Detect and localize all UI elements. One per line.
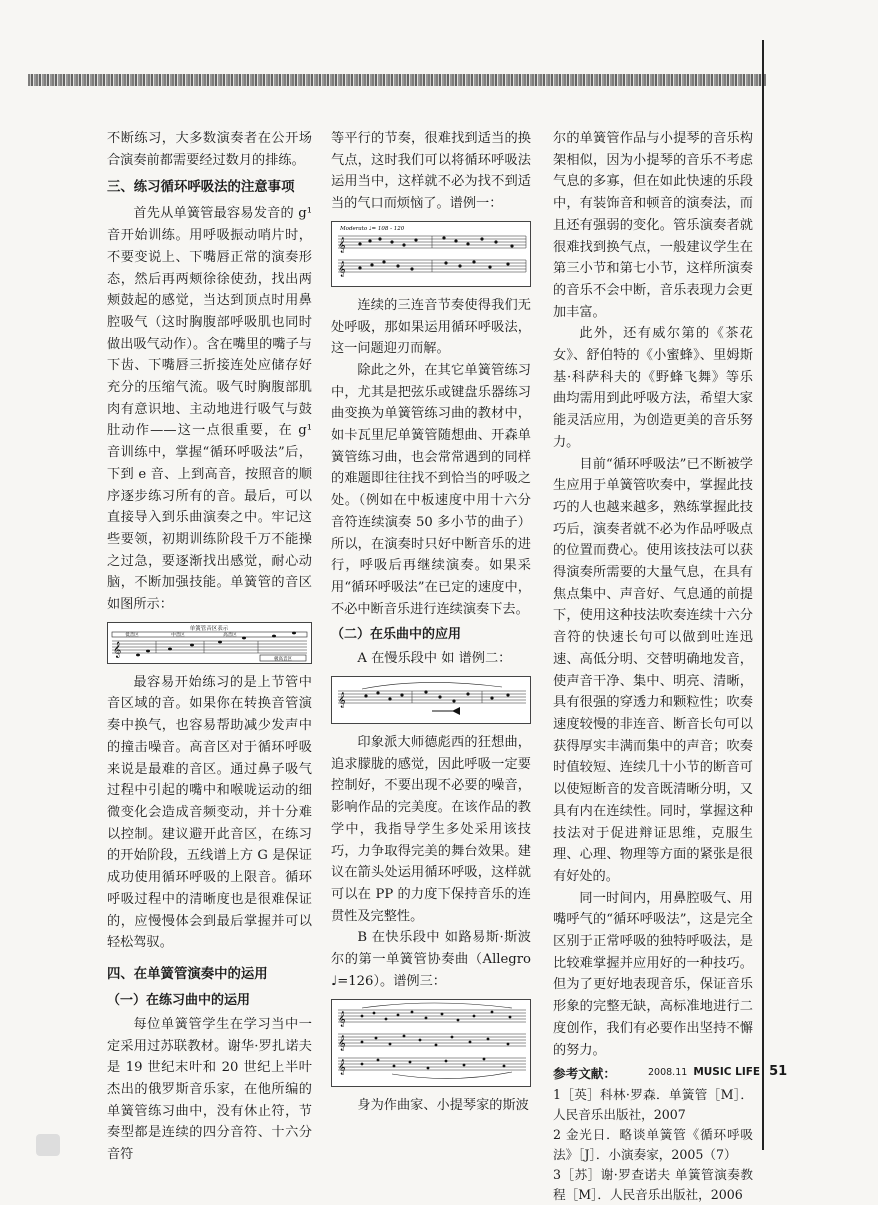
reference-item: 2 金光日．略谈单簧管《循环呼吸法》［J］．小演奏家，2005（7） [553, 1126, 753, 1162]
paragraph: 此外，还有威尔第的《茶花女》、舒伯特的《小蜜蜂》、里姆斯基·科萨科夫的《野蜂飞舞》等乐曲均需用到此呼吸方法，希望大家能灵活应用，为创造更美的音乐努力。 [553, 326, 753, 450]
subsection-heading: （一）在练习曲中的运用 [107, 992, 251, 1008]
section-heading-4: 四、在单簧管演奏中的运用 [107, 966, 268, 982]
svg-text:𝄞: 𝄞 [113, 641, 122, 658]
svg-text:𝄞: 𝄞 [338, 1011, 346, 1027]
column-1 [107, 128, 312, 1166]
right-margin-rule [762, 40, 764, 1150]
paragraph: 除此之外，在其它单簧管练习中，尤其是把弦乐或键盘乐器练习曲变换为单簧管练习曲的教材中，如卡瓦里尼单簧管随想曲、开森单簧管练习曲，也会常常遇到的同样的难题即往往找不到恰当的呼吸之处。（例如在中板速度中用十六分音符连续演奏 50 多小节的曲子）所以，在演奏时只好中断音乐的进行，呼吸后再继续演奏。如果采用“循环呼吸法”在已定的速度中，不必中断音乐进行连续演奏下去。 [331, 362, 531, 617]
paragraph: 同一时间内，用鼻腔吸气、用嘴呼气的“循环呼吸法”，这是完全区别于正常呼吸的独特呼吸法，是比较难掌握并应用好的一种技巧。但为了更好地表现音乐，保证音乐形象的完整无缺，高标准地进行二度创作，我们有必要作出坚持不懈的努力。 [553, 890, 753, 1058]
paragraph: 等平行的节奏，很难找到适当的换气点，这时我们可以将循环呼吸法运用当中，这样就不必为找不到适当的气口而烦恼了。谱例一： [331, 131, 531, 212]
range-label-high: 高音区 [223, 632, 237, 638]
range-label-extreme: 极高音区 [274, 656, 292, 662]
svg-text:𝄞: 𝄞 [338, 237, 346, 253]
section-heading-3: 三、练习循环呼吸法的注意事项 [107, 180, 295, 196]
header-texture-band [28, 74, 766, 86]
page-footer [648, 1064, 787, 1079]
svg-text:𝄞: 𝄞 [338, 1035, 346, 1051]
corner-logo-icon [36, 1134, 60, 1156]
reference-item: 1［英］科林·罗森．单簧管［M］．人民音乐出版社，2007 [553, 1086, 753, 1122]
magazine-name: MUSIC LIFE [693, 1066, 761, 1078]
paragraph: 身为作曲家、小提琴家的斯波 [357, 1097, 529, 1113]
clarinet-range-figure [107, 622, 312, 664]
score-example-1 [331, 221, 531, 287]
range-label-mid: 中音区 [171, 632, 185, 638]
paragraph: 不断练习，大多数演奏者在公开场合演奏前都需要经过数月的排练。 [107, 131, 312, 168]
score-example-2 [331, 676, 531, 724]
paragraph: 首先从单簧管最容易发音的 g¹ 音开始训练。用呼吸振动哨片时，不要变说上、下嘴唇正常的演奏形态，然后再两颊徐徐使劲，找出两颊鼓起的感觉，当达到顶点时用鼻腔吸气（这时胸腹部呼吸肌也同时做出吸气动作）。含在嘴里的嘴子与下齿、下嘴唇三折接连处应储存好充分的压缩气流。吸气时胸腹部肌肉有意识地、主动地进行吸气与鼓肚动作——这一点很重要，在 g¹ 音训练中，掌握“循环呼吸法”后，下到 e 音、上到高音，按照音的顺序逐步练习所有的音。最后，可以直接导入到乐曲演奏之中。牢记这些要领，初期训练阶段千万不能操之过急，要逐渐找出感觉，耐心动脑，不断加强技能。单簧管的音区如图所示： [107, 206, 312, 613]
paragraph: 每位单簧管学生在学习当中一定采用过苏联教材。谢华·罗扎诺夫是 19 世纪末叶和 20 世纪上半叶杰出的俄罗斯音乐家，在他所编的单簧管练习曲中，没有休止符，节奏型都是连续的四分音符、十六分音符 [107, 1016, 312, 1163]
paragraph: 尔的单簧管作品与小提琴的音乐构架相似，因为小提琴的音乐不考虑气息的多寡，但在如此快速的乐段中，有装饰音和顿音的演奏法，而且还有强弱的变化。管乐演奏者就很难找到换气点，一般建议学生在第三小节和第七小节，这样所演奏的音乐不会中断，音乐表现力会更加丰富。 [553, 131, 753, 320]
range-figure-title: 单簧管音区表示 [189, 625, 229, 632]
paragraph: A 在慢乐段中 如 谱例二： [357, 651, 512, 667]
svg-text:𝄞: 𝄞 [338, 261, 346, 277]
page-number: 51 [769, 1064, 788, 1079]
subsection-heading: （二）在乐曲中的应用 [331, 627, 462, 643]
column-3 [553, 128, 753, 1205]
references-title: 参考文献： [553, 1066, 616, 1082]
svg-text:𝄞: 𝄞 [338, 693, 346, 709]
paragraph: B 在快乐段中 如路易斯·斯波尔的第一单簧管协奏曲（Allegro ♩=126）。谱例三： [331, 930, 531, 989]
column-2 [331, 128, 531, 1116]
paragraph: 最容易开始练习的是上节管中音区域的音。如果你在转换音管演奏中换气，也容易帮助减少发声中的撞击噪音。高音区对于循环呼吸来说是最难的音区。通过鼻子吸气过程中引起的嘴中和喉咙运动的细微变化会造成音频变动，并十分难以控制。建议避开此音区，在练习的开始阶段，五线谱上方 G 是保证成功使用循环呼吸的上限音。循环呼吸过程中的清晰度也是很难保证的，应慢慢体会到最后掌握并可以轻松驾驭。 [107, 674, 312, 951]
score-example-3 [331, 999, 531, 1087]
reference-item: 3［苏］谢·罗查诺夫 单簧管演奏教程［M］．人民音乐出版社，2006 [553, 1166, 753, 1202]
issue-date: 2008.11 [648, 1067, 688, 1078]
range-label-low: 低音区 [125, 632, 139, 638]
paragraph: 目前“循环呼吸法”已不断被学生应用于单簧管吹奏中，掌握此技巧的人也越来越多，熟练掌握此技巧后，演奏者就不必为作品呼吸点的位置而费心。使用该技法可以获得演奏所需要的大量气息，在具有焦点集中、声音好、气息通的前提下，使用这种技法吹奏连续十六分音符的快速长句可以做到吐连迅速、高低分明、交替明确地发音，使声音干净、集中、明亮、清晰，具有很强的穿透力和颗粒性；吹奏速度较慢的非连音、断音长句可以获得厚实丰满而集中的声音；吹奏时值较短、连续几十小节的断音可以使短断音的发音既清晰分明，又具有内在连续性。同时，掌握这种技法对于促进辩证思维，克服生理、心理、物理等方面的紧张是很有好处的。 [553, 456, 753, 884]
score-tempo: Moderato ♩= 108 - 120 [340, 225, 405, 232]
paragraph: 连续的三连音节奏使得我们无处呼吸，那如果运用循环呼吸法，这一问题迎刃而解。 [331, 297, 531, 357]
svg-text:𝄞: 𝄞 [338, 1059, 346, 1075]
paragraph: 印象派大师德彪西的狂想曲，追求朦胧的感觉，因此呼吸一定要控制好，不要出现不必要的噪音，影响作品的完美度。在该作品的教学中，我指导学生多处采用该技巧，力争取得完美的舞台效果。建议在箭头处运用循环呼吸，这样就可以在 PP 的力度下保持音乐的连贯性及完整性。 [331, 735, 531, 924]
